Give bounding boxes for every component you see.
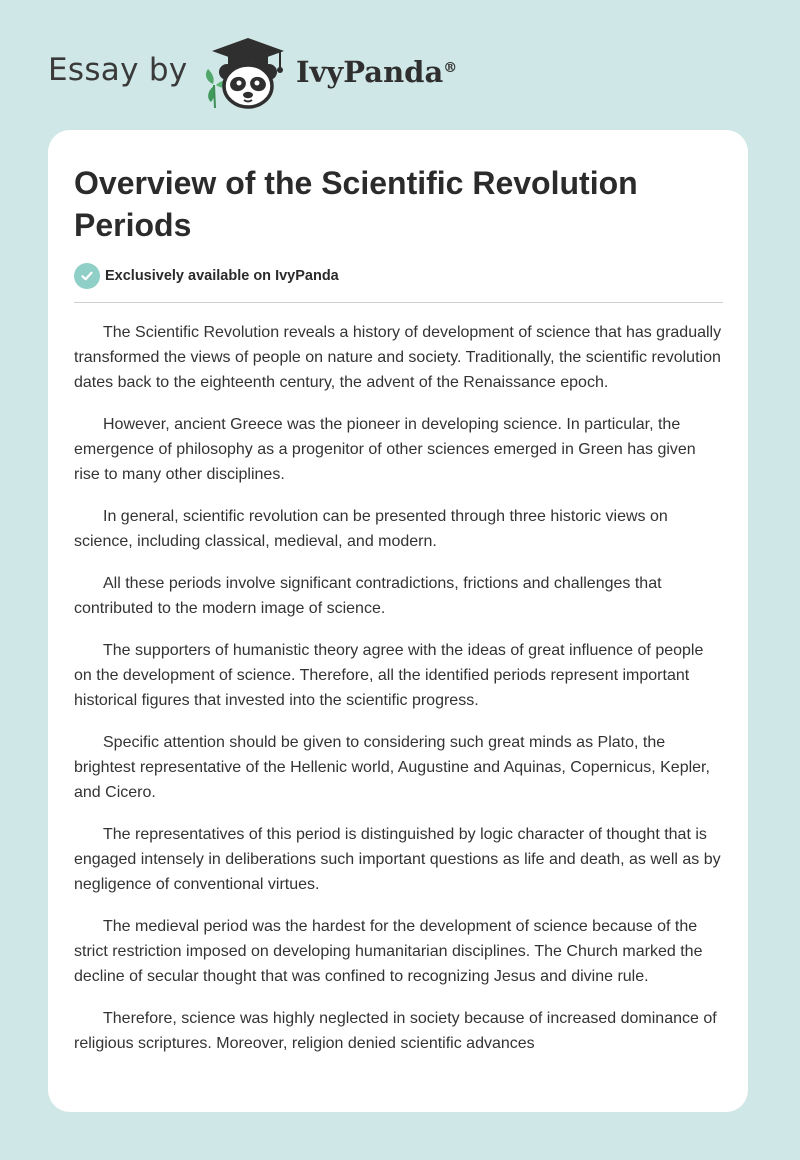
paragraph: The representatives of this period is distinguished by logic character of thought that is engaged intensely in deliberations such important questions as life and death, as well as by negligence of conventional virtues. <box>74 826 721 893</box>
paragraph: Specific attention should be given to considering such great minds as Plato, the brightest representative of the Hellenic world, Augustine and Aquinas, Copernicus, Kepler, and Cicero. <box>74 734 710 801</box>
paragraph: The medieval period was the hardest for the development of science because of the strict restriction imposed on developing humanitarian disciplines. The Church marked the decline of secular thought that was confined to recognizing Jesus and divine rule. <box>74 918 703 985</box>
essay-body <box>74 320 725 1073</box>
registered-mark: ® <box>443 60 458 76</box>
page-title: Overview of the Scientific Revolution Periods <box>74 165 638 243</box>
divider <box>74 302 723 303</box>
checkmark-icon <box>74 263 100 289</box>
brand-name[interactable] <box>296 52 457 92</box>
essay-by-label: Essay by <box>48 52 188 88</box>
brand-text: IvyPanda <box>296 55 444 89</box>
paragraph: Therefore, science was highly neglected in society because of increased dominance of religious scriptures. Moreover, religion denied scientific advances <box>74 1010 717 1052</box>
site-header <box>0 0 800 130</box>
panda-logo-icon[interactable] <box>200 34 292 110</box>
exclusive-badge <box>74 263 339 289</box>
paragraph: The supporters of humanistic theory agree with the ideas of great influence of people on the development of science. Therefore, all the identified periods represent important historical figures that invested into the scientific progress. <box>74 642 704 709</box>
paragraph: In general, scientific revolution can be presented through three historic views on science, including classical, medieval, and modern. <box>74 508 668 550</box>
paragraph: The Scientific Revolution reveals a history of development of science that has gradually transformed the views of people on nature and society. Traditionally, the scientific revolution dates back to the eighteenth century, the advent of the Renaissance epoch. <box>74 324 722 391</box>
paragraph: All these periods involve significant contradictions, frictions and challenges that contributed to the modern image of science. <box>74 575 662 617</box>
badge-label: Exclusively available on IvyPanda <box>105 268 339 284</box>
paragraph: However, ancient Greece was the pioneer in developing science. In particular, the emergence of philosophy as a progenitor of other sciences emerged in Green has given rise to many other disciplines. <box>74 416 696 483</box>
essay-card <box>48 130 748 1112</box>
